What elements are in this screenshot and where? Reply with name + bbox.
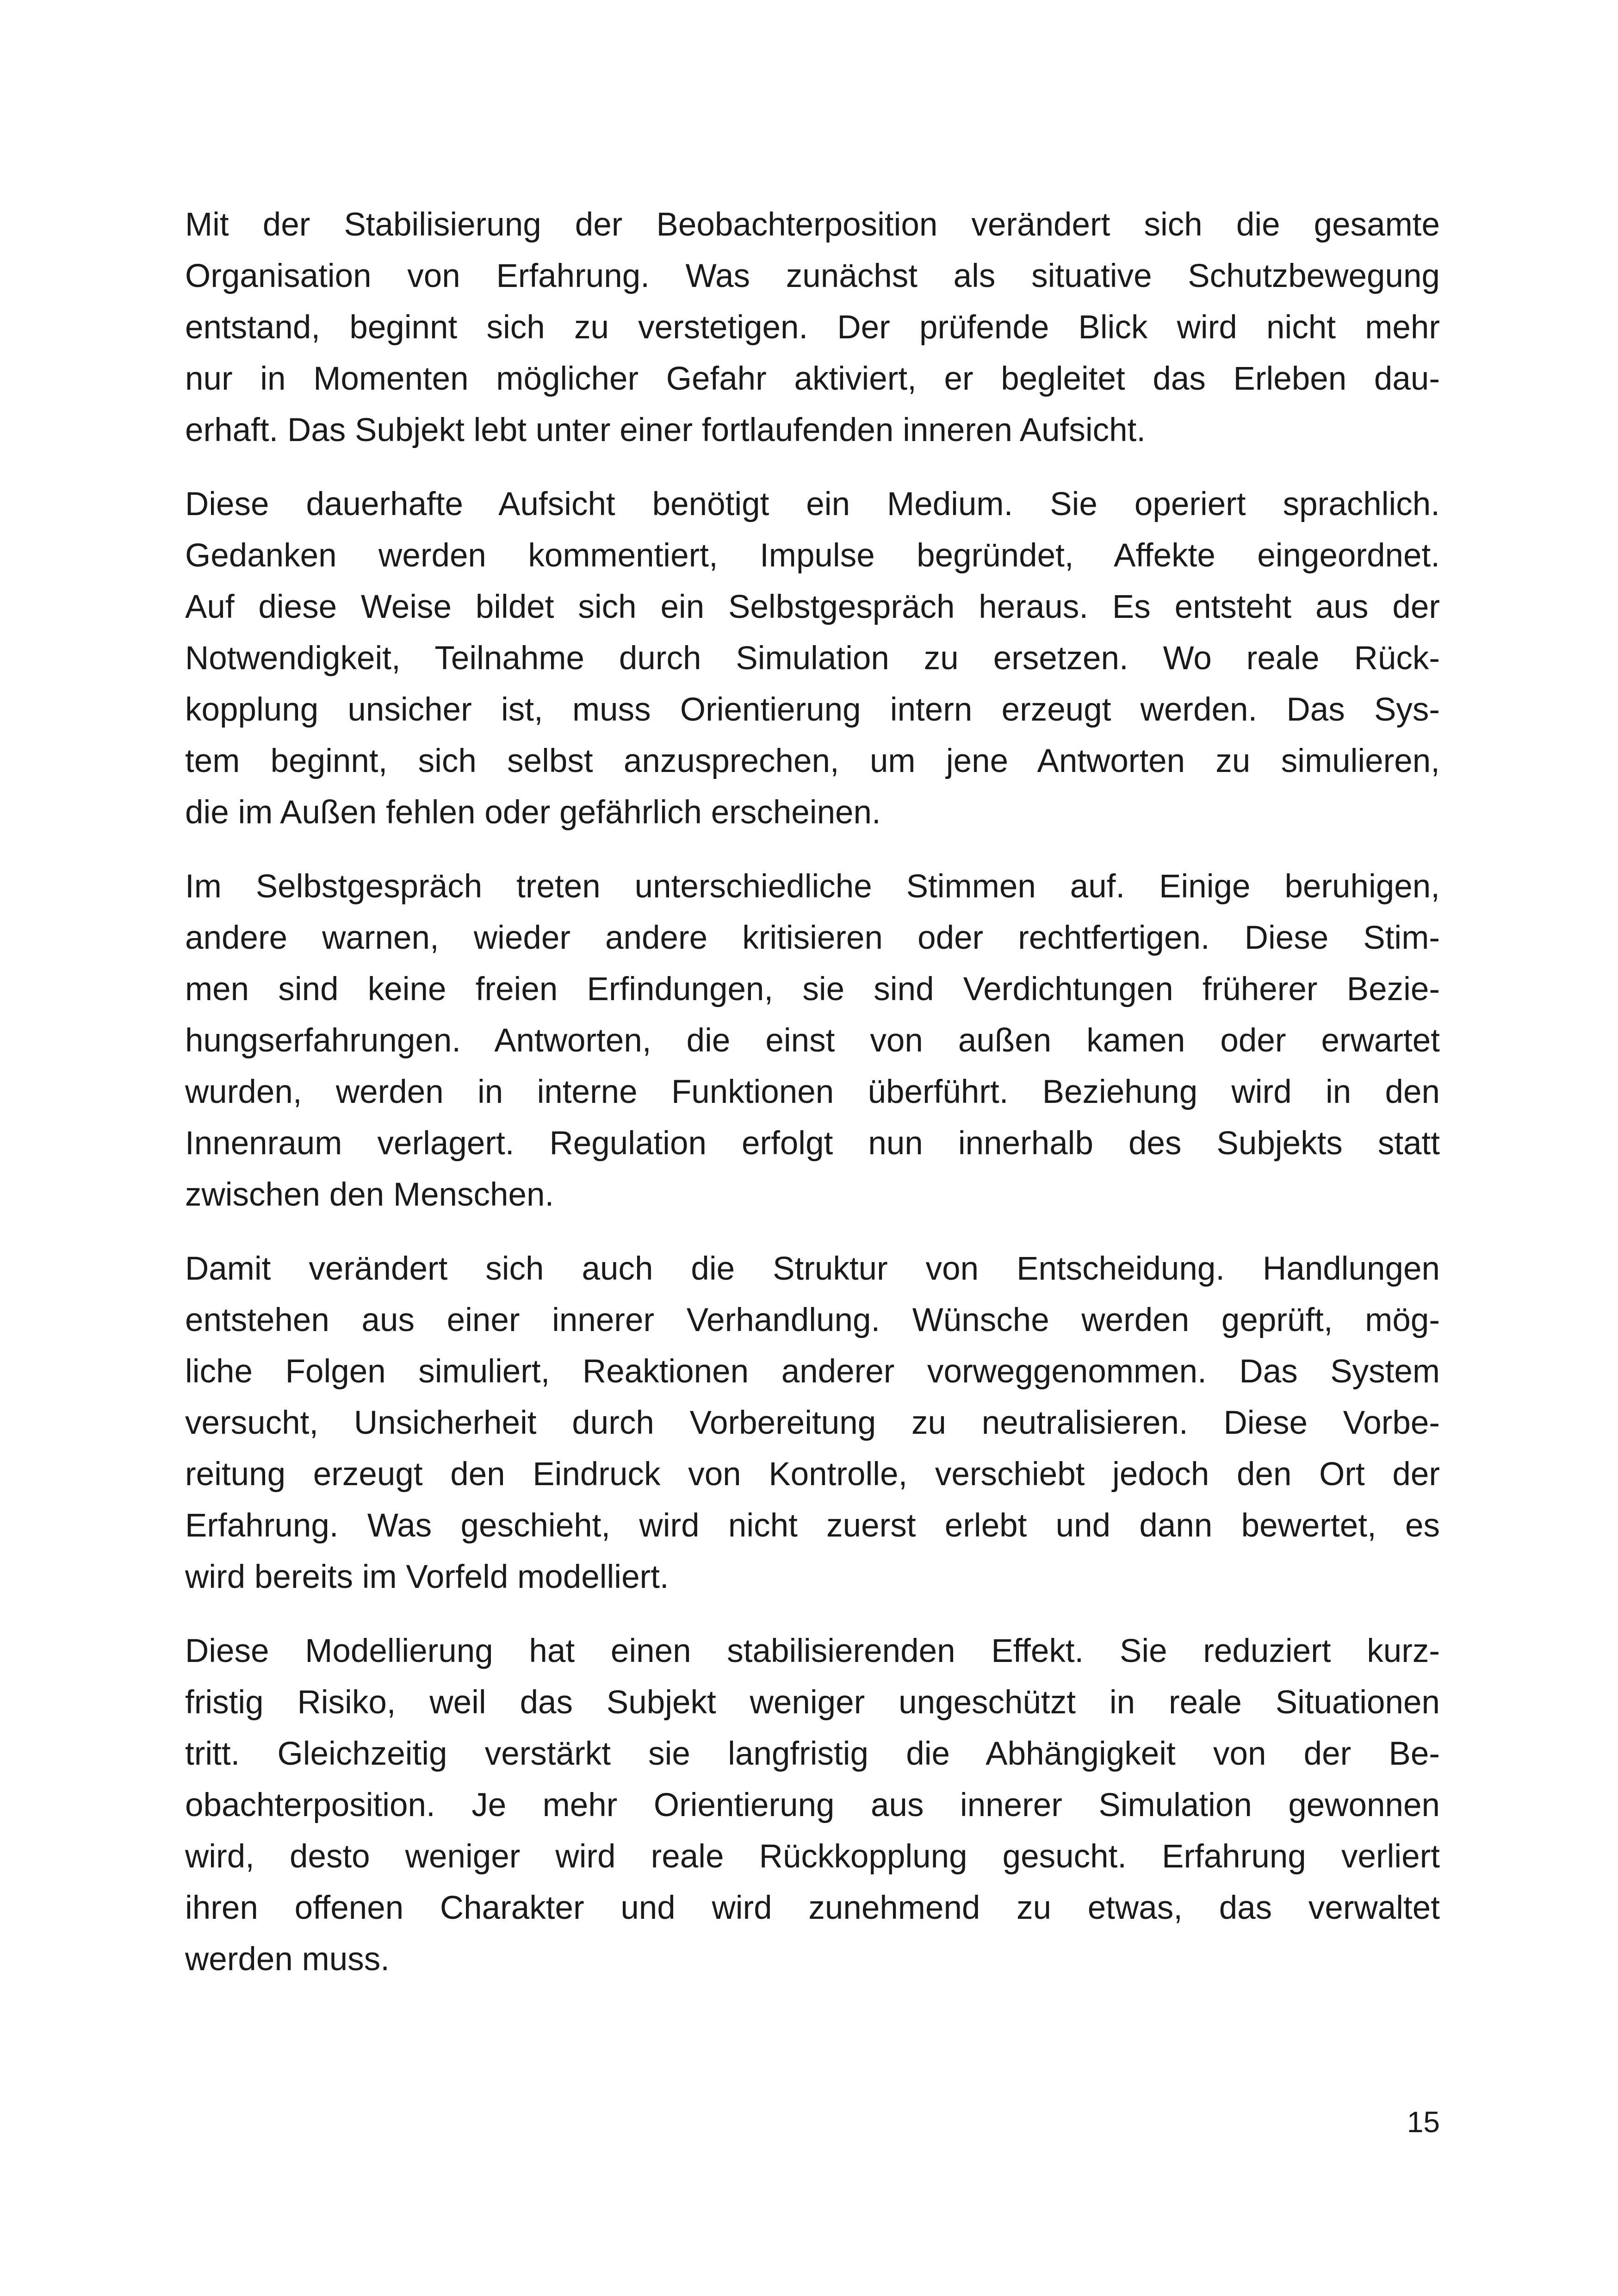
- text-line: Organisation von Erfahrung. Was zunächst als situative Schutzbewegung: [185, 258, 1440, 294]
- paragraph-3: [185, 861, 1440, 1220]
- text-line: andere warnen, wieder andere kritisieren oder rechtfertigen. Diese Stim-: [185, 920, 1440, 956]
- text-line: wird bereits im Vorfeld modelliert.: [185, 1559, 669, 1595]
- text-line: obachterposition. Je mehr Orientierung aus innerer Simulation gewonnen: [185, 1787, 1440, 1823]
- text-line: liche Folgen simuliert, Reaktionen anderer vorweggenommen. Das System: [185, 1353, 1440, 1390]
- paragraph-2: [185, 479, 1440, 838]
- text-line: werden muss.: [185, 1941, 390, 1978]
- text-line: wurden, werden in interne Funktionen überführt. Beziehung wird in den: [185, 1074, 1440, 1110]
- text-line: Diese dauerhafte Aufsicht benötigt ein Medium. Sie operiert sprachlich.: [185, 486, 1440, 523]
- text-line: erhaft. Das Subjekt lebt unter einer fortlaufenden inneren Aufsicht.: [185, 412, 1146, 448]
- text-line: kopplung unsicher ist, muss Orientierung intern erzeugt werden. Das Sys-: [185, 691, 1440, 728]
- text-line: Erfahrung. Was geschieht, wird nicht zuerst erlebt und dann bewertet, es: [185, 1507, 1440, 1544]
- paragraph-5: [185, 1625, 1440, 1985]
- text-line: Damit verändert sich auch die Struktur von Entscheidung. Handlungen: [185, 1251, 1440, 1287]
- text-line: Im Selbstgespräch treten unterschiedliche Stimmen auf. Einige beruhigen,: [185, 868, 1440, 905]
- text-line: versucht, Unsicherheit durch Vorbereitung zu neutralisieren. Diese Vorbe-: [185, 1405, 1440, 1441]
- text-line: entstehen aus einer innerer Verhandlung. Wünsche werden geprüft, mög-: [185, 1302, 1440, 1338]
- text-line: Mit der Stabilisierung der Beobachterposition verändert sich die gesamte: [185, 206, 1440, 243]
- paragraph-1: [185, 199, 1440, 456]
- text-line: tritt. Gleichzeitig verstärkt sie langfristig die Abhängigkeit von der Be-: [185, 1736, 1440, 1772]
- text-line: zwischen den Menschen.: [185, 1176, 554, 1213]
- text-line: wird, desto weniger wird reale Rückkopplung gesucht. Erfahrung verliert: [185, 1838, 1440, 1875]
- text-line: men sind keine freien Erfindungen, sie sind Verdichtungen früherer Bezie-: [185, 971, 1440, 1008]
- text-line: nur in Momenten möglicher Gefahr aktiviert, er begleitet das Erleben dau-: [185, 361, 1440, 397]
- page-number: 15: [1407, 2105, 1440, 2139]
- text-line: Diese Modellierung hat einen stabilisierenden Effekt. Sie reduziert kurz-: [185, 1633, 1440, 1669]
- text-line: tem beginnt, sich selbst anzusprechen, um jene Antworten zu simulieren,: [185, 743, 1440, 779]
- text-line: Notwendigkeit, Teilnahme durch Simulation zu ersetzen. Wo reale Rück-: [185, 640, 1440, 677]
- text-line: hungserfahrungen. Antworten, die einst von außen kamen oder erwartet: [185, 1022, 1440, 1059]
- text-line: die im Außen fehlen oder gefährlich erscheinen.: [185, 794, 881, 831]
- text-line: Gedanken werden kommentiert, Impulse begründet, Affekte eingeordnet.: [185, 537, 1440, 574]
- text-line: entstand, beginnt sich zu verstetigen. Der prüfende Blick wird nicht mehr: [185, 309, 1440, 346]
- text-line: reitung erzeugt den Eindruck von Kontrolle, verschiebt jedoch den Ort der: [185, 1456, 1440, 1493]
- text-line: ihren offenen Charakter und wird zunehmend zu etwas, das verwaltet: [185, 1890, 1440, 1926]
- text-line: fristig Risiko, weil das Subjekt weniger ungeschützt in reale Situationen: [185, 1684, 1440, 1721]
- body-text: [185, 199, 1440, 2008]
- paragraph-4: [185, 1243, 1440, 1603]
- text-line: Innenraum verlagert. Regulation erfolgt nun innerhalb des Subjekts statt: [185, 1125, 1440, 1162]
- text-line: Auf diese Weise bildet sich ein Selbstgespräch heraus. Es entsteht aus der: [185, 589, 1440, 625]
